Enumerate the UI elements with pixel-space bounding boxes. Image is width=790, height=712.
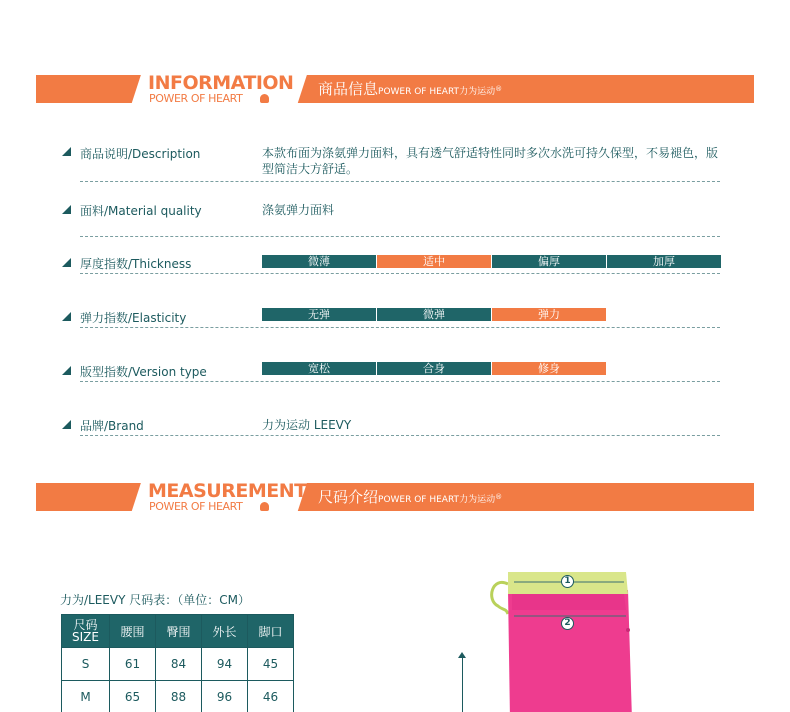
table-row — [62, 648, 294, 681]
measure-badge: 1 — [561, 575, 574, 588]
scale-option: 合身 — [377, 362, 491, 375]
scale-option-selected: 弹力 — [492, 308, 606, 321]
size-cell: M — [62, 681, 110, 712]
divider — [80, 327, 720, 328]
table-row — [62, 681, 294, 712]
header-cell: 腰围 — [110, 615, 156, 648]
table-cell: 45 — [248, 648, 294, 681]
triangle-bullet-icon — [62, 147, 71, 156]
divider — [80, 273, 720, 274]
scale-option-selected: 修身 — [492, 362, 606, 375]
row-label: 厚度指数/Thickness — [80, 257, 192, 271]
row-label: 商品说明/Description — [80, 147, 201, 161]
triangle-bullet-icon — [62, 420, 71, 429]
scale-option: 微薄 — [262, 255, 376, 268]
table-cell: 84 — [156, 648, 202, 681]
table-cell: 61 — [110, 648, 156, 681]
header-cell: 脚口 — [248, 615, 294, 648]
size-header-cell: 尺码 SIZE — [62, 615, 110, 648]
row-label: 面料/Material quality — [80, 204, 202, 218]
banner-heading: 商品信息POWER OF HEART力为运动® — [318, 80, 503, 98]
size-cell: S — [62, 648, 110, 681]
row-label: 版型指数/Version type — [80, 365, 207, 379]
pants-inner — [512, 594, 626, 610]
elasticity-scale — [262, 308, 607, 321]
size-table-title: 力为/LEEVY 尺码表：（单位：CM） — [60, 593, 250, 607]
triangle-bullet-icon — [62, 366, 71, 375]
header-cell: 臀围 — [156, 615, 202, 648]
banner-subtitle: POWER OF HEART — [149, 500, 243, 513]
table-cell: 88 — [156, 681, 202, 712]
heart-logo-icon — [260, 502, 269, 511]
table-cell: 46 — [248, 681, 294, 712]
row-label: 弹力指数/Elasticity — [80, 311, 187, 325]
drawstring — [492, 582, 508, 614]
table-cell: 96 — [202, 681, 248, 712]
material-value: 涤氨弹力面料 — [262, 203, 335, 217]
measure-badge: 2 — [561, 617, 574, 630]
table-cell: 94 — [202, 648, 248, 681]
heart-logo-icon — [260, 94, 269, 103]
divider — [80, 181, 720, 182]
table-cell: 65 — [110, 681, 156, 712]
measurement-banner — [36, 480, 754, 513]
scale-option: 宽松 — [262, 362, 376, 375]
banner-title: INFORMATION — [148, 72, 294, 94]
row-label: 品牌/Brand — [80, 419, 144, 433]
scale-option: 无弹 — [262, 308, 376, 321]
scale-option: 加厚 — [607, 255, 721, 268]
information-banner — [36, 72, 754, 105]
length-axis — [462, 654, 463, 712]
size-table — [61, 614, 294, 712]
triangle-bullet-icon — [62, 312, 71, 321]
scale-option: 微弹 — [377, 308, 491, 321]
header-cell: 外长 — [202, 615, 248, 648]
scale-option-selected: 适中 — [377, 255, 491, 268]
banner-heading: 尺码介绍POWER OF HEART力为运动® — [318, 488, 503, 506]
divider — [80, 435, 720, 436]
scale-option: 偏厚 — [492, 255, 606, 268]
table-header-row — [62, 615, 294, 648]
triangle-bullet-icon — [62, 205, 71, 214]
version-scale — [262, 362, 607, 375]
thickness-scale — [262, 255, 722, 268]
banner-subtitle: POWER OF HEART — [149, 92, 243, 105]
description-text: 本款布面为涤氨弹力面料，具有透气舒适特性同时多次水洗可持久保型，不易褪色，版型简洁大方舒适。 — [262, 146, 719, 176]
divider — [80, 236, 720, 237]
brand-value: 力为运动 LEEVY — [262, 418, 352, 432]
triangle-bullet-icon — [62, 258, 71, 267]
divider — [80, 381, 720, 382]
pants-illustration — [486, 570, 646, 712]
banner-title: MEASUREMENT — [148, 480, 307, 502]
